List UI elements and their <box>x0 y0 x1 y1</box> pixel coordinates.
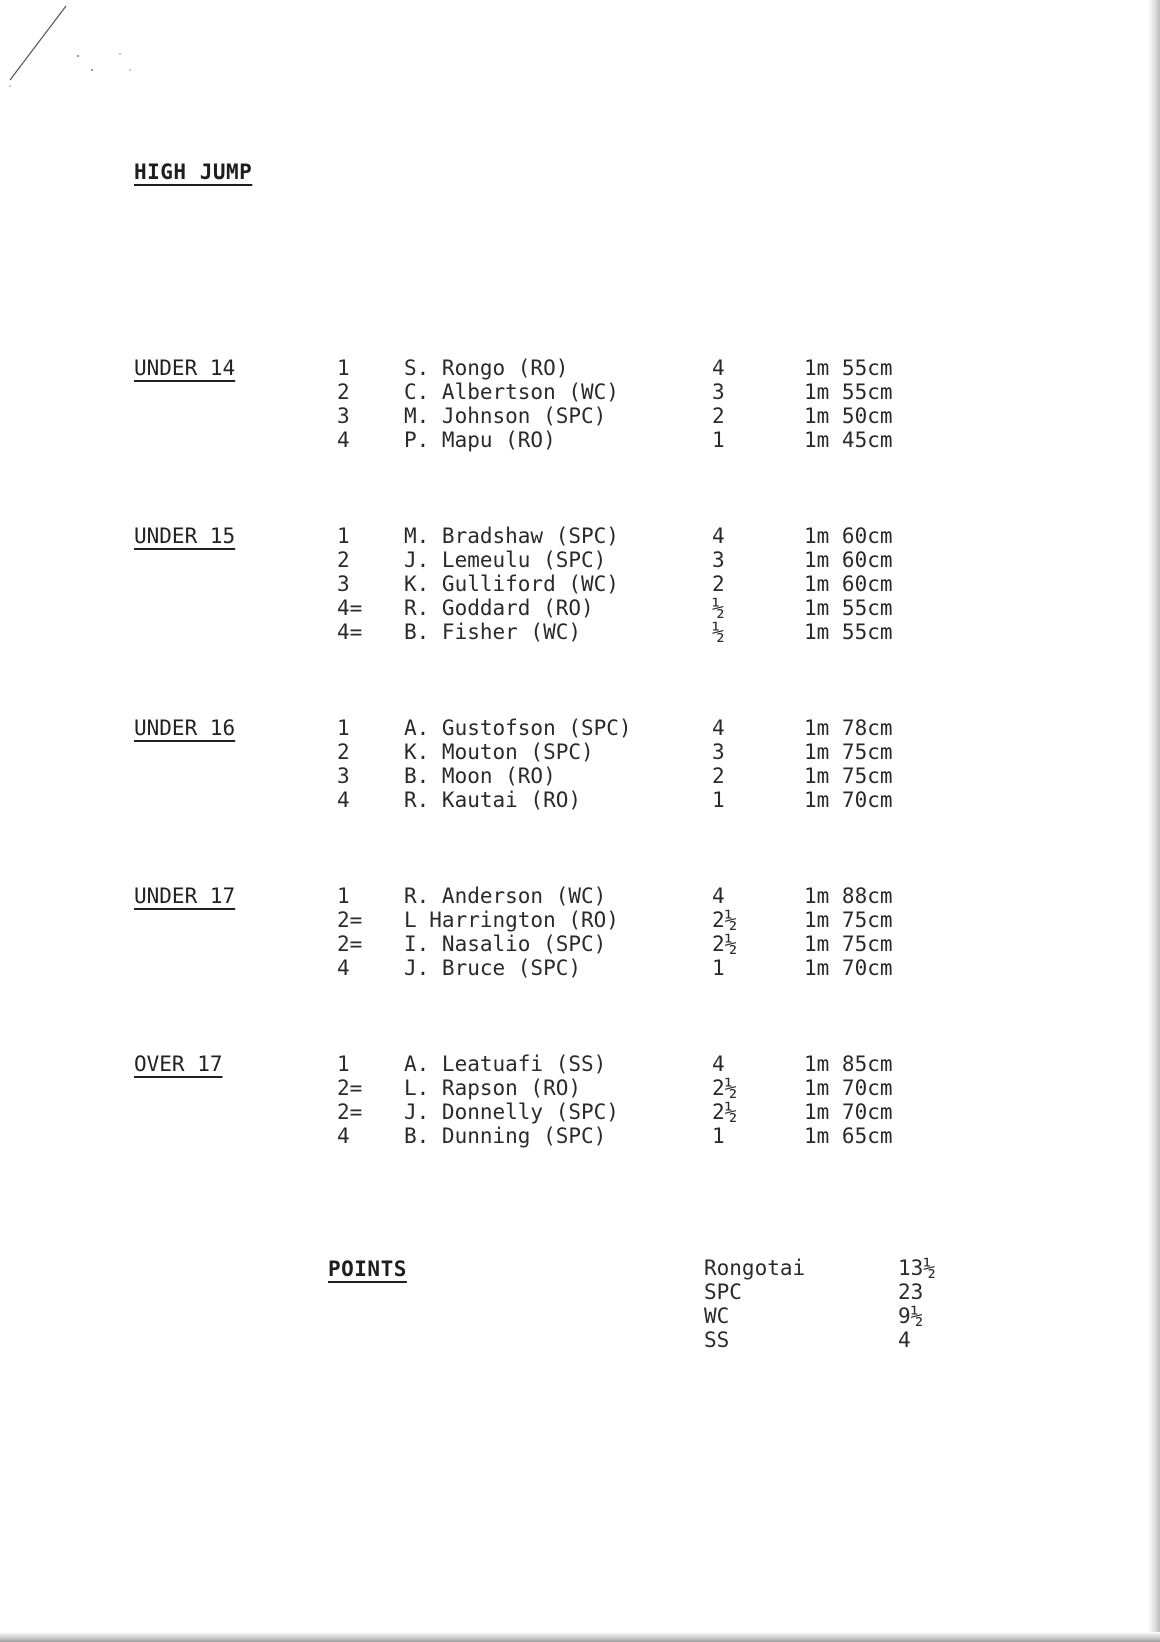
result-height: 1m 78cm <box>804 716 893 740</box>
result-row <box>0 1100 1000 1124</box>
group-label: UNDER 15 <box>134 524 236 548</box>
group-label: UNDER 14 <box>134 356 236 380</box>
result-name: B. Moon (RO) <box>404 764 556 788</box>
result-points: 2 <box>712 764 725 788</box>
result-place: 3 <box>337 764 350 788</box>
points-school: WC <box>704 1304 730 1328</box>
result-place: 2 <box>337 740 350 764</box>
points-total: 23 <box>898 1280 924 1304</box>
result-points: 2 <box>712 572 725 596</box>
result-name: J. Donnelly (SPC) <box>404 1100 619 1124</box>
result-place: 3 <box>337 404 350 428</box>
group-label: UNDER 16 <box>134 716 236 740</box>
result-row <box>0 1052 1000 1076</box>
points-total: 9½ <box>898 1304 924 1328</box>
result-points: 3 <box>712 548 725 572</box>
result-points: 4 <box>712 1052 725 1076</box>
result-row <box>0 764 1000 788</box>
points-row <box>0 1256 1000 1280</box>
result-place: 2= <box>337 932 363 956</box>
result-points: 1 <box>712 1124 725 1148</box>
result-place: 1 <box>337 356 350 380</box>
points-total: 4 <box>898 1328 911 1352</box>
result-points: 2½ <box>712 1076 738 1100</box>
result-place: 2= <box>337 1076 363 1100</box>
result-height: 1m 75cm <box>804 908 893 932</box>
result-height: 1m 60cm <box>804 572 893 596</box>
result-row <box>0 716 1000 740</box>
result-name: L. Rapson (RO) <box>404 1076 582 1100</box>
result-place: 1 <box>337 524 350 548</box>
result-name: B. Dunning (SPC) <box>404 1124 607 1148</box>
result-height: 1m 70cm <box>804 788 893 812</box>
result-row <box>0 740 1000 764</box>
result-name: L Harrington (RO) <box>404 908 619 932</box>
result-height: 1m 75cm <box>804 764 893 788</box>
points-school: Rongotai <box>704 1256 806 1280</box>
result-place: 1 <box>337 884 350 908</box>
result-place: 4= <box>337 620 363 644</box>
points-row <box>0 1280 1000 1304</box>
points-total: 13½ <box>898 1256 936 1280</box>
result-row <box>0 956 1000 980</box>
result-row <box>0 380 1000 404</box>
result-name: K. Mouton (SPC) <box>404 740 594 764</box>
result-height: 1m 75cm <box>804 740 893 764</box>
result-points: 3 <box>712 380 725 404</box>
result-points: 1 <box>712 428 725 452</box>
result-place: 1 <box>337 1052 350 1076</box>
result-points: 4 <box>712 716 725 740</box>
result-row <box>0 884 1000 908</box>
result-height: 1m 65cm <box>804 1124 893 1148</box>
result-height: 1m 70cm <box>804 1100 893 1124</box>
result-name: R. Goddard (RO) <box>404 596 594 620</box>
result-points: 2½ <box>712 932 738 956</box>
result-height: 1m 55cm <box>804 620 893 644</box>
result-row <box>0 428 1000 452</box>
result-points: 4 <box>712 356 725 380</box>
group-label: OVER 17 <box>134 1052 223 1076</box>
result-points: 2½ <box>712 908 738 932</box>
points-school: SPC <box>704 1280 742 1304</box>
result-place: 4= <box>337 596 363 620</box>
pen-mark <box>0 0 140 100</box>
result-height: 1m 55cm <box>804 356 893 380</box>
result-points: ½ <box>712 596 725 620</box>
result-height: 1m 60cm <box>804 548 893 572</box>
result-place: 4 <box>337 428 350 452</box>
result-name: R. Kautai (RO) <box>404 788 582 812</box>
result-name: J. Bruce (SPC) <box>404 956 582 980</box>
result-name: A. Leatuafi (SS) <box>404 1052 607 1076</box>
result-row <box>0 356 1000 380</box>
result-height: 1m 60cm <box>804 524 893 548</box>
result-name: M. Bradshaw (SPC) <box>404 524 619 548</box>
result-points: 4 <box>712 884 725 908</box>
result-height: 1m 45cm <box>804 428 893 452</box>
points-school: SS <box>704 1328 730 1352</box>
result-points: 1 <box>712 788 725 812</box>
result-name: I. Nasalio (SPC) <box>404 932 607 956</box>
result-name: R. Anderson (WC) <box>404 884 607 908</box>
result-name: C. Albertson (WC) <box>404 380 619 404</box>
result-points: ½ <box>712 620 725 644</box>
result-name: M. Johnson (SPC) <box>404 404 607 428</box>
result-row <box>0 932 1000 956</box>
result-place: 4 <box>337 788 350 812</box>
result-row <box>0 788 1000 812</box>
result-height: 1m 55cm <box>804 596 893 620</box>
result-name: J. Lemeulu (SPC) <box>404 548 607 572</box>
result-name: K. Gulliford (WC) <box>404 572 619 596</box>
result-points: 2 <box>712 404 725 428</box>
result-row <box>0 524 1000 548</box>
result-place: 2= <box>337 1100 363 1124</box>
page-title: HIGH JUMP <box>134 160 253 184</box>
result-points: 4 <box>712 524 725 548</box>
points-row <box>0 1328 1000 1352</box>
result-points: 2½ <box>712 1100 738 1124</box>
result-place: 2 <box>337 548 350 572</box>
result-name: A. Gustofson (SPC) <box>404 716 632 740</box>
result-row <box>0 596 1000 620</box>
result-height: 1m 70cm <box>804 956 893 980</box>
result-row <box>0 1124 1000 1148</box>
result-points: 1 <box>712 956 725 980</box>
result-height: 1m 55cm <box>804 380 893 404</box>
result-place: 2= <box>337 908 363 932</box>
result-name: B. Fisher (WC) <box>404 620 582 644</box>
result-name: P. Mapu (RO) <box>404 428 556 452</box>
result-place: 1 <box>337 716 350 740</box>
result-height: 1m 85cm <box>804 1052 893 1076</box>
result-row <box>0 572 1000 596</box>
result-row <box>0 404 1000 428</box>
page-edge-right <box>1148 0 1160 1642</box>
result-height: 1m 88cm <box>804 884 893 908</box>
result-place: 4 <box>337 1124 350 1148</box>
result-name: S. Rongo (RO) <box>404 356 569 380</box>
result-place: 4 <box>337 956 350 980</box>
points-row <box>0 1304 1000 1328</box>
result-row <box>0 908 1000 932</box>
result-row <box>0 620 1000 644</box>
page-edge-bottom <box>0 1632 1160 1642</box>
result-row <box>0 1076 1000 1100</box>
result-height: 1m 50cm <box>804 404 893 428</box>
result-place: 3 <box>337 572 350 596</box>
result-points: 3 <box>712 740 725 764</box>
result-row <box>0 548 1000 572</box>
result-place: 2 <box>337 380 350 404</box>
result-height: 1m 70cm <box>804 1076 893 1100</box>
group-label: UNDER 17 <box>134 884 236 908</box>
points-title: POINTS <box>328 1257 407 1281</box>
result-height: 1m 75cm <box>804 932 893 956</box>
